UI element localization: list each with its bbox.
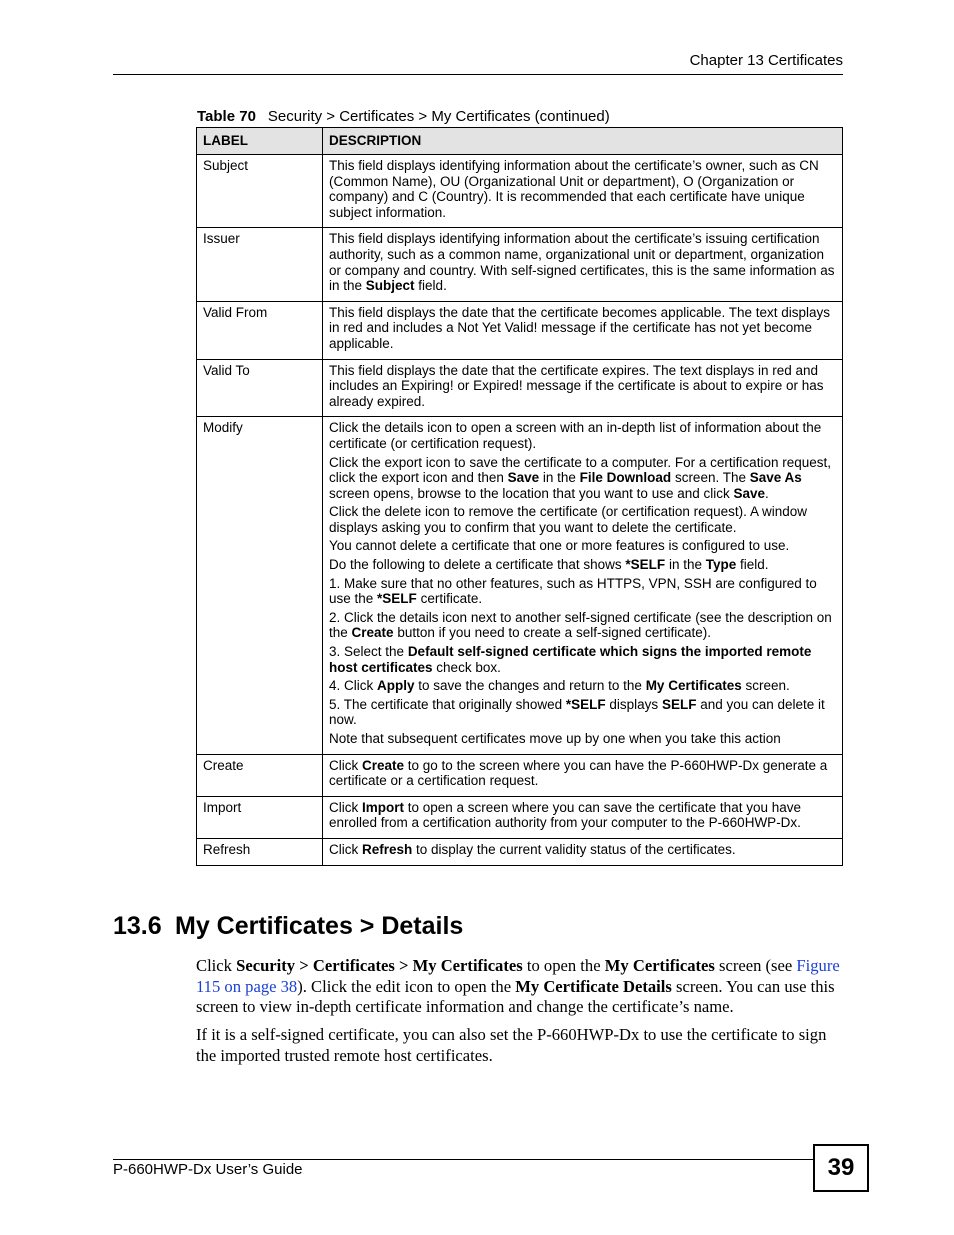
para1-details-screen-name: My Certificate Details <box>515 976 672 996</box>
row-label: Modify <box>197 417 323 754</box>
description-bold-term: *SELF <box>565 696 606 712</box>
para1-text: screen (see <box>714 956 797 975</box>
description-text: field. <box>414 278 447 294</box>
description-text: to save the changes and return to the <box>414 678 646 694</box>
description-paragraph <box>329 644 836 675</box>
description-text: to go to the screen where you can have the P-660HWP-Dx generate a certificate or a certification request. <box>329 757 828 789</box>
description-text: to open a screen where you can save the certificate that you have enrolled from a certification authority from your computer to the P-660HWP-Dx. <box>329 799 801 831</box>
description-paragraph <box>329 420 836 451</box>
section-title: My Certificates > Details <box>175 912 464 940</box>
description-text: 3. Select the <box>329 644 408 660</box>
description-paragraph <box>329 158 836 220</box>
description-text: Click the details icon to open a screen with an in-depth list of information about the certificate (or certification request). <box>329 420 822 451</box>
description-bold-term: Save <box>733 485 766 501</box>
description-column-header: DESCRIPTION <box>323 128 843 155</box>
description-paragraph <box>329 678 836 694</box>
description-text: This field displays the date that the certificate expires. The text displays in red and includes an Expiring! or Expired! message if the certificate is about to expire or has already expired. <box>329 362 824 409</box>
section-number: 13.6 <box>113 912 162 940</box>
description-text: Click <box>329 799 362 815</box>
description-text: This field displays identifying information about the certificate’s issuing certification authority, such as a common name, organizational unit or department, organization or company and country. With self-signed certificates, this is the same information as in the <box>329 231 835 294</box>
description-text: screen. <box>741 678 790 694</box>
description-text: 4. Click <box>329 678 378 694</box>
description-text: and you can delete it now. <box>329 696 825 728</box>
row-label: Issuer <box>197 228 323 301</box>
row-label: Valid From <box>197 301 323 359</box>
footer-rule <box>113 1159 813 1160</box>
chapter-title: Chapter 13 Certificates <box>689 52 843 69</box>
description-text: This field displays the date that the certificate becomes applicable. The text displays in red and includes a Not Yet Valid! message if the certificate has not yet become applicable. <box>329 304 831 351</box>
table-row <box>197 838 843 865</box>
row-description <box>323 754 843 796</box>
table-row <box>197 754 843 796</box>
row-description <box>323 301 843 359</box>
description-text: You cannot delete a certificate that one or more features is configured to use. <box>329 538 790 554</box>
description-text: in the <box>665 557 706 573</box>
para1-text: Click <box>196 956 237 975</box>
description-bold-term: File Download <box>579 470 672 486</box>
figure-link[interactable]: Figure 115 on page 38 <box>196 956 840 996</box>
table-header-row <box>197 128 843 155</box>
row-description <box>323 155 843 228</box>
footer-guide-title: P-660HWP-Dx User’s Guide <box>113 1161 303 1178</box>
description-bold-term: Save As <box>749 470 802 486</box>
description-text: button if you need to create a self-signed certificate). <box>393 625 711 641</box>
description-text: Click the delete icon to remove the certificate (or certification request). A window displays asking you to confirm that you want to delete the certificate. <box>329 504 807 535</box>
description-text: in the <box>539 470 580 486</box>
description-paragraph <box>329 363 836 410</box>
table-row <box>197 301 843 359</box>
row-label: Create <box>197 754 323 796</box>
description-paragraph <box>329 758 836 789</box>
description-text: screen. The <box>671 470 750 486</box>
description-paragraph <box>329 610 836 641</box>
description-paragraph <box>329 305 836 352</box>
description-paragraph <box>329 504 836 535</box>
table-caption <box>197 108 610 126</box>
paragraph-self-signed: If it is a self-signed certificate, you can also set the P-660HWP-Dx to use the certificate to sign the imported trusted remote host certificates. <box>196 1025 827 1065</box>
description-text: to display the current validity status of the certificates. <box>412 841 736 857</box>
description-text: 5. The certificate that originally showed <box>329 696 566 712</box>
table-row <box>197 417 843 754</box>
description-paragraph <box>329 231 836 293</box>
paragraph-intro <box>196 956 844 1018</box>
description-bold-term: My Certificates <box>645 678 742 694</box>
description-bold-term: Type <box>705 557 737 573</box>
description-bold-term: Import <box>362 799 404 815</box>
description-bold-term: Create <box>351 625 394 641</box>
table-number: Table 70 <box>197 108 256 125</box>
certificates-table <box>196 127 843 866</box>
description-text: Click the export icon to save the certificate to a computer. For a certification request, click the export icon and then <box>329 454 831 486</box>
description-paragraph <box>329 842 836 858</box>
description-text: Do the following to delete a certificate that shows <box>329 557 626 573</box>
description-bold-term: *SELF <box>625 557 666 573</box>
chapter-header <box>113 52 843 75</box>
table-row <box>197 796 843 838</box>
description-bold-term: *SELF <box>377 591 417 607</box>
row-description <box>323 359 843 417</box>
row-label: Import <box>197 796 323 838</box>
page-number: 39 <box>813 1144 869 1192</box>
table-title: Security > Certificates > My Certificates (continued) <box>267 108 610 125</box>
description-text: Click <box>329 841 362 857</box>
description-paragraph <box>329 557 836 573</box>
description-paragraph <box>329 697 836 728</box>
para1-text: screen. You can use this screen to view in-depth certificate information and change the certificate’s name. <box>196 976 835 1016</box>
table-row <box>197 359 843 417</box>
description-paragraph <box>329 455 836 502</box>
description-bold-term: Refresh <box>362 841 413 857</box>
table-row <box>197 155 843 228</box>
row-description <box>323 228 843 301</box>
description-text: Click <box>329 757 362 773</box>
row-description <box>323 417 843 754</box>
description-bold-term: Save <box>507 470 540 486</box>
description-bold-term: SELF <box>661 696 697 712</box>
row-label: Subject <box>197 155 323 228</box>
description-text: field. <box>736 557 769 573</box>
description-paragraph <box>329 800 836 831</box>
description-text: 2. Click the details icon next to another self-signed certificate (see the description on the <box>329 609 832 641</box>
description-text: . <box>765 485 769 501</box>
description-text: Note that subsequent certificates move up by one when you take this action <box>329 731 781 746</box>
description-text: screen opens, browse to the location that you want to use and click <box>329 485 734 501</box>
row-description <box>323 838 843 865</box>
para1-text: ). Click the edit icon to open the <box>297 976 516 996</box>
description-text: displays <box>605 696 662 712</box>
description-text: certificate. <box>416 591 483 607</box>
description-bold-term: Subject <box>365 278 415 294</box>
table-row <box>197 228 843 301</box>
description-text: This field displays identifying information about the certificate’s owner, such as CN (Common Name), OU (Organizational Unit or department), O (Organization or company) and C (Country). It is recommended that each certificate have unique subject information. <box>329 158 819 220</box>
table-body <box>197 155 843 866</box>
description-bold-term: Apply <box>377 678 415 694</box>
description-paragraph <box>329 538 836 554</box>
description-paragraph <box>329 576 836 607</box>
para1-screen-name: My Certificates <box>604 956 715 975</box>
section-heading <box>113 910 463 942</box>
row-label: Refresh <box>197 838 323 865</box>
para1-text: to open the <box>522 956 605 975</box>
row-label: Valid To <box>197 359 323 417</box>
description-text: check box. <box>432 659 501 675</box>
description-paragraph <box>329 731 836 747</box>
para1-menu-path: Security > Certificates > My Certificates <box>236 956 523 975</box>
description-bold-term: Create <box>362 757 405 773</box>
description-bold-term: Default self-signed certificate which signs the imported remote host certificates <box>329 644 812 675</box>
description-text: 1. Make sure that no other features, such as HTTPS, VPN, SSH are configured to use the <box>329 575 817 607</box>
row-description <box>323 796 843 838</box>
label-column-header: LABEL <box>197 128 323 155</box>
